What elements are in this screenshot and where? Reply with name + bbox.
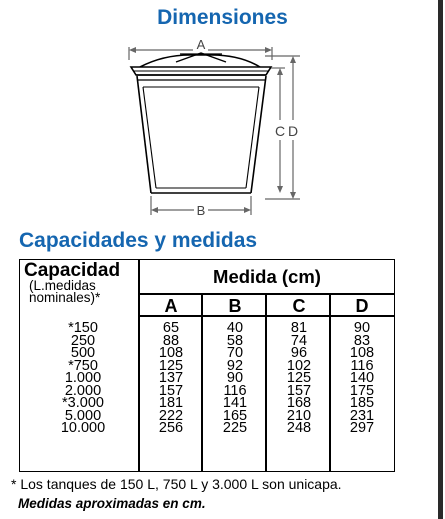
tank-lid	[131, 53, 271, 75]
column-d-values	[331, 322, 393, 435]
capacity-cell: 10.000	[60, 420, 106, 436]
measure-b-cell: 225	[222, 420, 248, 436]
measure-d-cell: 175	[349, 382, 375, 399]
measure-b-cell: 58	[226, 332, 244, 349]
measure-c-cell: 102	[286, 357, 312, 374]
capacity-header-sub-2: nominales)*	[29, 290, 101, 305]
measure-d-cell: 90	[353, 320, 371, 336]
capacity-cell: 2.000	[64, 382, 102, 399]
capacity-header-sub-1: (L.medidas	[29, 278, 96, 293]
measure-a-cell: 222	[158, 407, 184, 424]
capacity-header-label: Capacidad	[24, 260, 121, 281]
approximate-measures-note: Medidas aproximadas en cm.	[18, 496, 206, 511]
dimension-c-label: C	[274, 123, 286, 139]
measure-a-cell: 88	[162, 332, 180, 349]
column-header-a: A	[164, 296, 178, 316]
capacity-values	[48, 322, 118, 435]
measure-header: Medida (cm)	[213, 266, 321, 287]
measure-c-cell: 125	[286, 370, 312, 386]
capacity-cell: 250	[70, 332, 96, 349]
page-edge-border	[438, 0, 443, 519]
measure-d-cell: 83	[353, 332, 371, 349]
measure-b-cell: 116	[223, 382, 247, 399]
dimension-a-label: A	[196, 37, 206, 52]
dimensions-title: Dimensiones	[157, 6, 288, 29]
single-layer-note: * Los tanques de 150 L, 750 L y 3.000 L son unicapa.	[11, 476, 342, 492]
measure-c-cell: 157	[286, 382, 312, 399]
tank-body	[136, 75, 266, 193]
measure-c-cell: 96	[290, 345, 308, 361]
dimension-d-label: D	[287, 123, 299, 139]
measure-a-cell: 65	[162, 320, 180, 336]
capacity-cell: *3.000	[62, 395, 104, 411]
measure-d-cell: 140	[349, 370, 375, 386]
capacity-table	[19, 259, 395, 472]
measure-d-cell: 116	[350, 357, 374, 374]
column-header-d: D	[355, 296, 369, 316]
measure-c-cell: 74	[290, 332, 308, 349]
measure-d-cell: 297	[349, 420, 375, 436]
capacity-cell: *150	[68, 320, 98, 336]
measure-b-cell: 90	[226, 370, 244, 386]
tank-dimension-diagram	[0, 0, 445, 230]
measure-b-cell: 141	[222, 395, 248, 411]
column-header-c: C	[292, 296, 306, 316]
measure-b-cell: 92	[226, 357, 244, 374]
measure-a-cell: 256	[158, 420, 184, 436]
measure-a-cell: 181	[158, 395, 184, 411]
column-c-values	[268, 322, 330, 435]
measure-a-cell: 137	[158, 370, 184, 386]
column-a-values	[140, 322, 202, 435]
measure-d-cell: 231	[349, 407, 375, 424]
capacity-cell: 1.000	[64, 370, 102, 386]
measure-b-cell: 165	[222, 407, 248, 424]
capacity-cell: *750	[68, 357, 98, 374]
measure-c-cell: 81	[290, 320, 308, 336]
dimension-b-label: B	[196, 203, 206, 218]
measure-a-cell: 157	[158, 382, 184, 399]
column-b-values	[204, 322, 266, 435]
measure-b-cell: 40	[226, 320, 244, 336]
measure-d-cell: 185	[349, 395, 375, 411]
measure-c-cell: 210	[286, 407, 312, 424]
measure-a-cell: 108	[158, 345, 184, 361]
capacity-cell: 500	[70, 345, 96, 361]
measure-c-cell: 168	[286, 395, 312, 411]
capacity-header	[24, 261, 144, 304]
capacities-title: Capacidades y medidas	[19, 229, 258, 252]
measure-d-cell: 108	[349, 345, 375, 361]
capacity-cell: 5.000	[64, 407, 102, 424]
measure-c-cell: 248	[286, 420, 312, 436]
column-header-b: B	[228, 296, 242, 316]
measure-b-cell: 70	[226, 345, 244, 361]
measure-a-cell: 125	[158, 357, 184, 374]
